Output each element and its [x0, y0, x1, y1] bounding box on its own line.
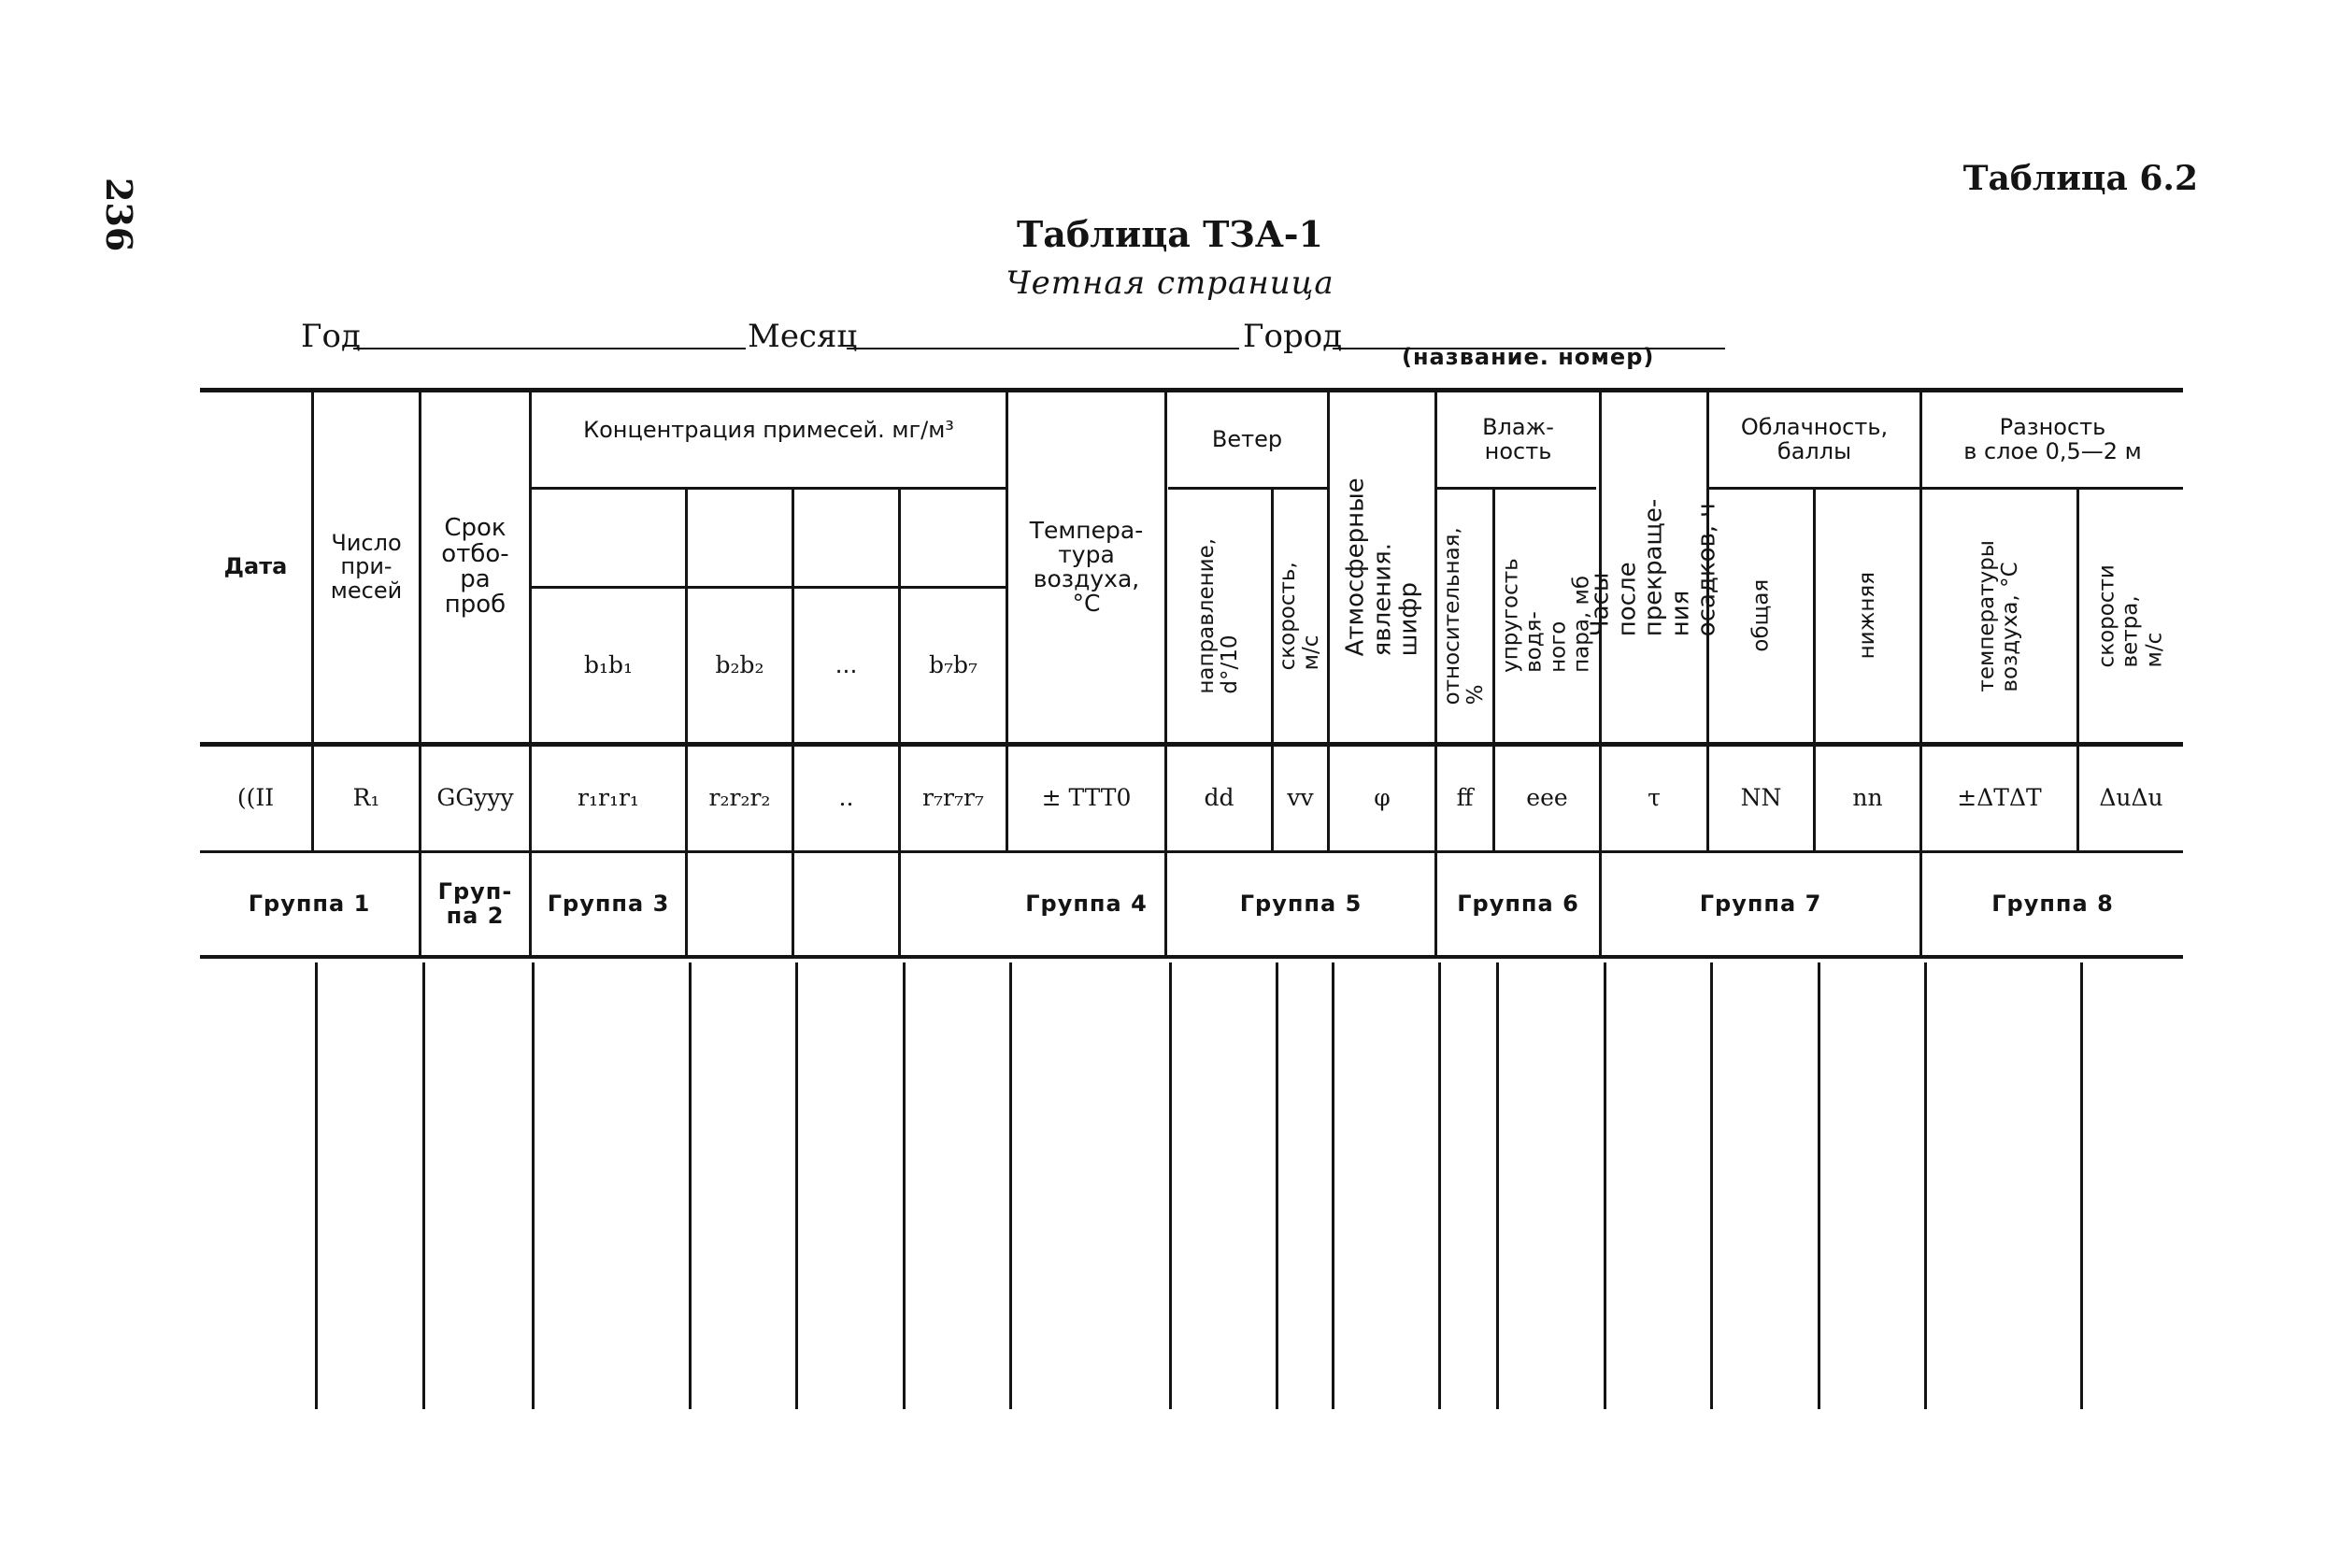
code-cell: r₇r₇r₇: [922, 784, 984, 812]
vline: [1276, 962, 1278, 1409]
header-humidity: Влаж- ность: [1482, 414, 1554, 464]
header-cloud-total: общая: [1748, 579, 1773, 652]
vline: [532, 962, 535, 1409]
vline: [1009, 962, 1012, 1409]
header-wind-direction: направление, d°/10: [1194, 537, 1243, 694]
header-relative-humidity: относительная, %: [1440, 526, 1489, 706]
vline: [422, 962, 425, 1409]
header-vapor-pressure: упругость водя- ного пара, мб: [1498, 558, 1594, 674]
month-label: Месяц: [748, 318, 858, 355]
code-cell: vv: [1287, 784, 1314, 812]
header-cloud-low: нижняя: [1854, 572, 1879, 660]
code-cell: τ: [1648, 784, 1661, 812]
header-num-impurities: Число при- месей: [330, 530, 403, 604]
group-cell: Груп- па 2: [437, 878, 513, 929]
header-diff-temp: температуры воздуха, °С: [1975, 539, 2023, 692]
code-cell: eee: [1526, 784, 1568, 812]
group-cell: Группа 3: [547, 890, 670, 917]
group-cell: Группа 7: [1699, 890, 1822, 917]
vline: [2080, 962, 2083, 1409]
vline: [689, 962, 692, 1409]
code-cell: r₂r₂r₂: [708, 784, 771, 812]
vline: [903, 962, 906, 1409]
groups-bottom-rule: [200, 955, 2183, 959]
code-cell: ±ΔTΔT: [1957, 784, 2042, 812]
year-label: Год: [301, 318, 361, 355]
vline: [1924, 962, 1927, 1409]
code-cell: nn: [1852, 784, 1883, 812]
header-b1: b₁b₁: [583, 650, 634, 678]
group-cell: Группа 1: [248, 890, 371, 917]
page-number: 236: [98, 178, 140, 252]
vline: [685, 853, 688, 955]
code-cell: R₁: [352, 784, 380, 812]
header-wind-speed: скорость, м/с: [1276, 561, 1324, 671]
vline: [1438, 962, 1441, 1409]
vline: [1818, 962, 1820, 1409]
group-cell: Группа 4: [1025, 890, 1148, 917]
vline: [315, 962, 318, 1409]
header-atmospheric: Атмосферные явления. шифр: [1341, 478, 1423, 657]
city-label: Город: [1243, 318, 1343, 355]
city-caption: (название. номер): [1402, 344, 1655, 370]
vline: [898, 853, 901, 955]
header-cloudiness: Облачность, баллы: [1740, 414, 1889, 464]
group-cell: Группа 5: [1239, 890, 1363, 917]
header-b7: b₇b₇: [928, 650, 978, 678]
code-cell: ((II: [236, 784, 275, 812]
vline: [792, 853, 794, 955]
header-difference: Разность в слое 0,5—2 м: [1963, 414, 2142, 464]
vline: [1332, 962, 1334, 1409]
vline: [1604, 962, 1606, 1409]
code-cell: dd: [1204, 784, 1234, 812]
header-b2: b₂b₂: [715, 650, 764, 678]
header-concentration: Концентрация примесей. мг/м³: [583, 416, 954, 443]
code-cell: ΔuΔu: [2099, 784, 2163, 812]
group-cell: Группа 6: [1457, 890, 1579, 917]
table-subtitle: Четная страница: [1006, 264, 1334, 302]
code-cell: φ: [1374, 784, 1391, 812]
code-cell: ..: [838, 784, 854, 812]
month-line: [847, 348, 1239, 349]
code-cell: r₁r₁r₁: [578, 784, 639, 812]
code-cell: NN: [1740, 784, 1782, 812]
group-cell: Группа 8: [1991, 890, 2114, 917]
header-date: Дата: [223, 553, 288, 580]
conc-rule: [531, 487, 1007, 490]
table-label: Таблица 6.2: [1962, 159, 2198, 198]
code-cell: ff: [1456, 784, 1474, 812]
header-sampling-time: Срок отбо- ра проб: [441, 514, 509, 620]
year-line: [353, 348, 746, 349]
code-cell: GGyyy: [436, 784, 514, 812]
table-title: Таблица ТЗА-1: [1017, 213, 1323, 255]
code-cell: ± TTT0: [1041, 784, 1132, 812]
header-hours-after: Часы после прекраще- ния осадков, ч: [1586, 498, 1721, 636]
vline: [1710, 962, 1713, 1409]
vline: [1496, 962, 1499, 1409]
header-diff-wind: скорости ветра, м/с: [2094, 564, 2167, 668]
header-wind: Ветер: [1211, 425, 1283, 452]
header-air-temp: Темпера- тура воздуха, °С: [1029, 516, 1144, 618]
vline: [795, 962, 798, 1409]
vline: [1169, 962, 1172, 1409]
header-bdots: ...: [835, 650, 858, 678]
